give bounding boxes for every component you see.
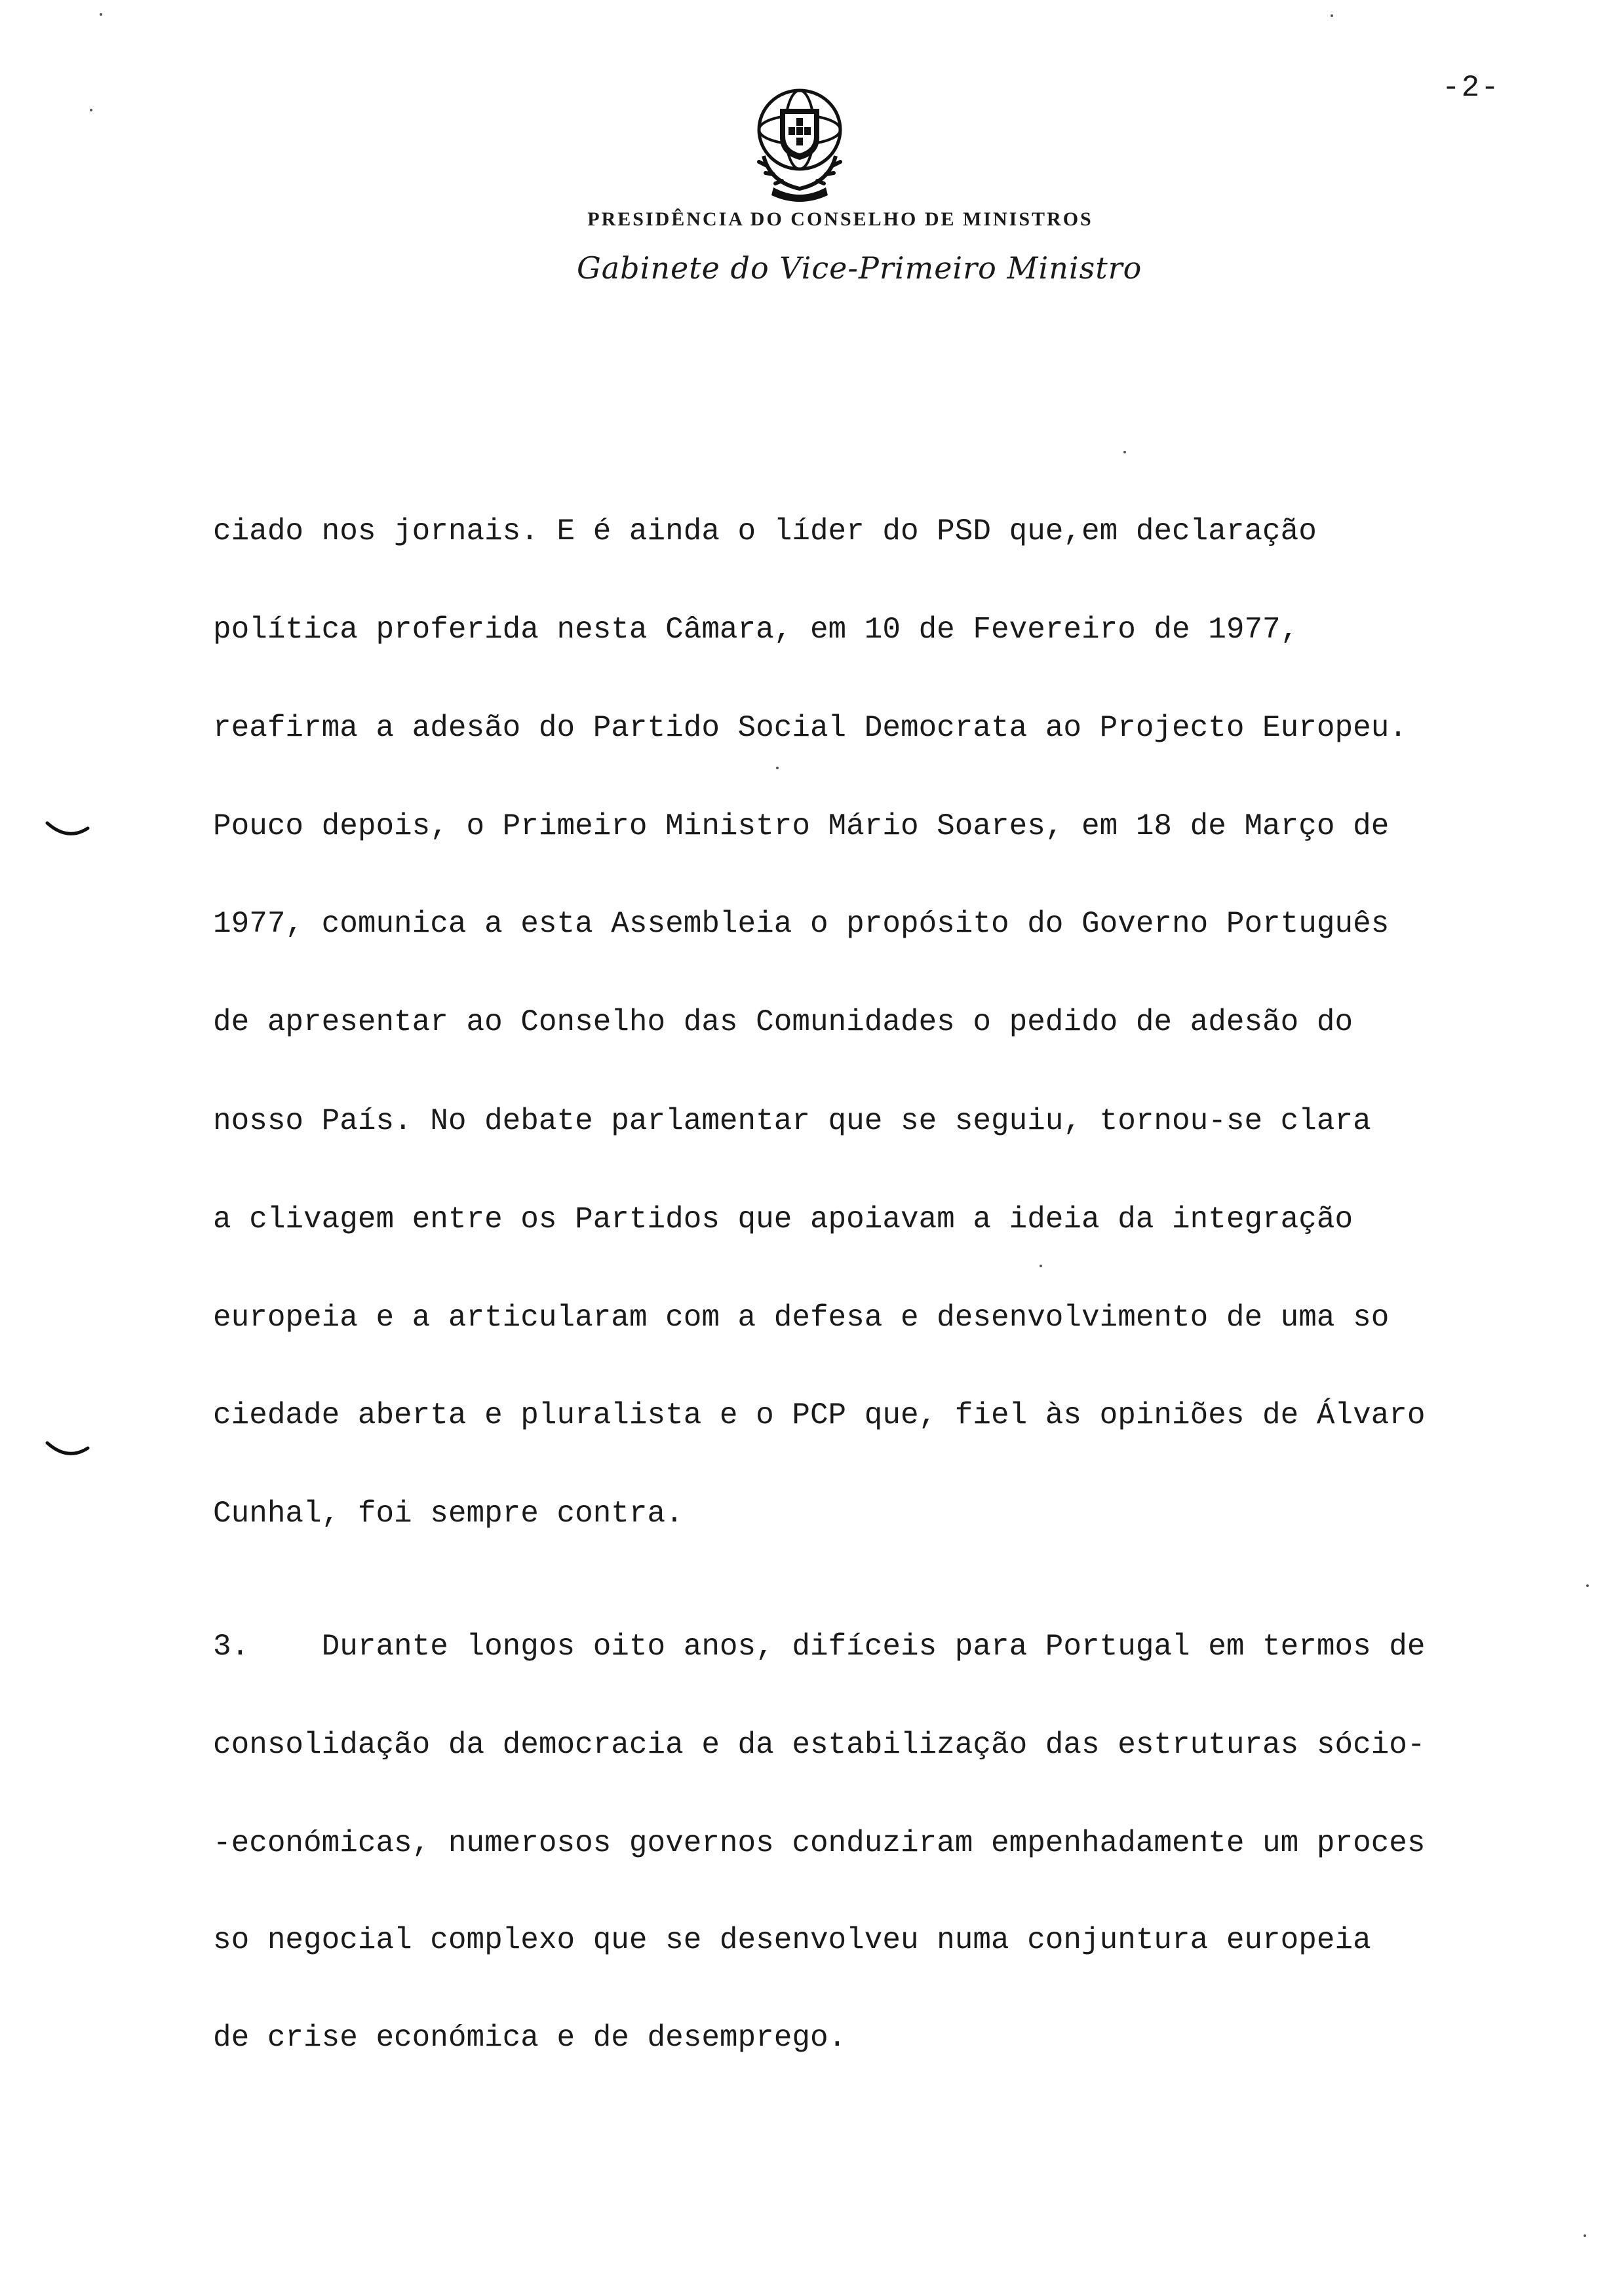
punch-hole-mark-icon: [45, 1439, 90, 1465]
punch-hole-mark-icon: [45, 819, 90, 845]
body-line: 1977, comunica a esta Assembleia o propósito do Governo Português: [213, 907, 1390, 941]
page-number: -2-: [1442, 71, 1500, 105]
scan-speck: [1586, 1584, 1589, 1587]
body-line: 3. Durante longos oito anos, difíceis para Portugal em termos de: [213, 1630, 1426, 1664]
body-line: de crise económica e de desemprego.: [213, 2021, 847, 2055]
scan-speck: [1331, 14, 1333, 17]
body-line: política proferida nesta Câmara, em 10 de Fevereiro de 1977,: [213, 613, 1299, 647]
scan-speck: [1123, 451, 1126, 453]
body-line: europeia e a articularam com a defesa e desenvolvimento de uma so: [213, 1301, 1390, 1335]
body-line: ciado nos jornais. E é ainda o líder do PSD que,em declaração: [213, 514, 1317, 548]
scan-speck: [1040, 1265, 1042, 1267]
body-line: -económicas, numerosos governos conduziram empenhadamente um proces: [213, 1826, 1426, 1860]
body-line: de apresentar ao Conselho das Comunidades o pedido de adesão do: [213, 1005, 1353, 1039]
body-line: Cunhal, foi sempre contra.: [213, 1497, 684, 1531]
body-line: ciedade aberta e pluralista e o PCP que, fiel às opiniões de Álvaro: [213, 1398, 1426, 1432]
body-line: consolidação da democracia e da estabilização das estruturas sócio-: [213, 1728, 1426, 1762]
body-line: so negocial complexo que se desenvolveu numa conjuntura europeia: [213, 1923, 1371, 1957]
body-line: Pouco depois, o Primeiro Ministro Mário Soares, em 18 de Março de: [213, 809, 1390, 843]
scan-speck: [100, 13, 102, 16]
body-line: reafirma a adesão do Partido Social Democrata ao Projecto Europeu.: [213, 711, 1407, 745]
portuguese-coat-of-arms-icon: [744, 84, 855, 202]
institution-title: PRESIDÊNCIA DO CONSELHO DE MINISTROS: [587, 208, 1093, 230]
scan-speck: [1584, 2234, 1586, 2237]
body-line: nosso País. No debate parlamentar que se seguiu, tornou-se clara: [213, 1104, 1371, 1138]
scan-speck: [776, 767, 779, 769]
scan-speck: [90, 109, 92, 111]
office-subtitle: Gabinete do Vice-Primeiro Ministro: [577, 250, 1142, 286]
body-line: a clivagem entre os Partidos que apoiavam a ideia da integração: [213, 1202, 1353, 1236]
